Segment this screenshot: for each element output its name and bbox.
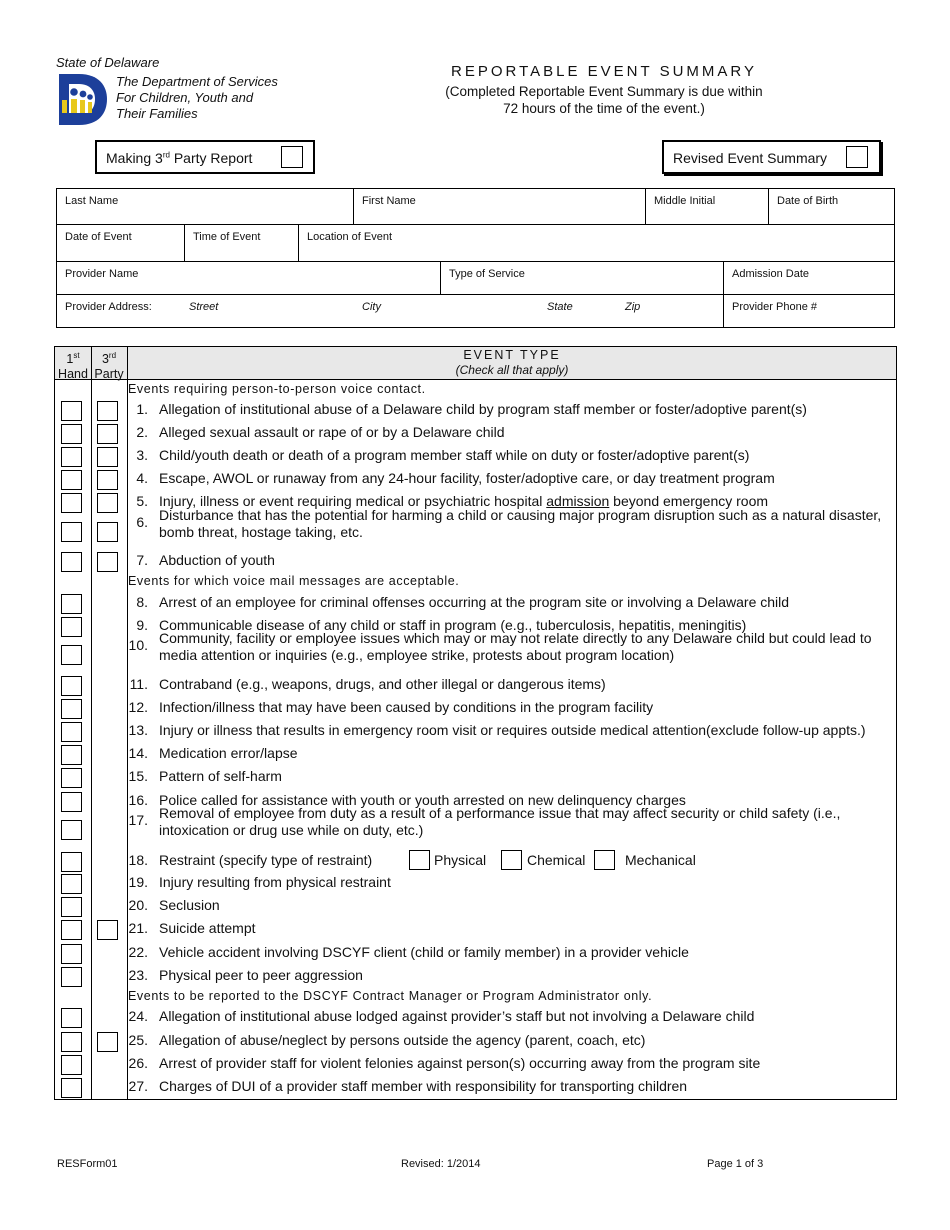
time-of-event-field[interactable]: [184, 224, 298, 261]
event-number-9: 9.: [136, 617, 148, 633]
event-text-11: Contraband (e.g., weapons, drugs, and other illegal or dangerous items): [159, 676, 606, 692]
event-type-header: [128, 348, 896, 378]
event-number-4: 4.: [136, 470, 148, 486]
section-contract-manager: Events to be reported to the DSCYF Contract Manager or Program Administrator only.: [128, 989, 653, 1003]
third-party-report-checkbox[interactable]: [281, 146, 303, 168]
first-hand-checkbox-23[interactable]: [61, 967, 82, 987]
event-number-7: 7.: [136, 552, 148, 568]
last-name-field[interactable]: [56, 188, 353, 224]
third-party-num: 3: [101, 352, 109, 367]
first-hand-checkbox-17[interactable]: [61, 820, 82, 840]
date-of-event-field[interactable]: [56, 224, 184, 261]
first-hand-checkbox-22[interactable]: [61, 944, 82, 964]
middle-initial-field[interactable]: [645, 188, 768, 224]
page-number: Page 1 of 3: [707, 1158, 764, 1170]
event-text-24: Allegation of institutional abuse lodged against provider’s staff but not involving a Delaware child: [159, 1008, 755, 1024]
event-text-12: Infection/illness that may have been caused by conditions in the program facility: [159, 699, 654, 715]
event-number-15: 15.: [128, 768, 148, 784]
event-text-17-line2: intoxication or drug use while on duty, etc.): [159, 822, 424, 838]
event-text-underlined: admission: [546, 493, 610, 509]
event-text-19: Injury resulting from physical restraint: [159, 874, 391, 890]
third-party-checkbox-4[interactable]: [97, 470, 118, 490]
provider-phone-label: Provider Phone #: [732, 301, 817, 313]
first-name-field[interactable]: [353, 188, 645, 224]
first-hand-checkbox-10[interactable]: [61, 645, 82, 665]
restraint-chemical-label: Chemical: [527, 852, 586, 868]
first-hand-checkbox-3[interactable]: [61, 447, 82, 467]
provider-name-label: Provider Name: [65, 268, 139, 280]
event-number-17: 17.: [128, 812, 148, 828]
state-label-address: State: [547, 301, 573, 313]
event-number-2: 2.: [136, 424, 148, 440]
event-type-title: EVENT TYPE: [463, 348, 561, 362]
event-text-1: Allegation of institutional abuse of a Delaware child by program staff member or foster/adoptive parent(s): [159, 401, 807, 417]
first-hand-checkbox-12[interactable]: [61, 699, 82, 719]
event-text-25: Allegation of abuse/neglect by persons outside the agency (parent, coach, etc): [159, 1032, 646, 1048]
restraint-mechanical-checkbox[interactable]: [594, 850, 615, 870]
middle-initial-label: Middle Initial: [654, 195, 716, 207]
dob-label: Date of Birth: [777, 195, 839, 207]
third-party-report-label: [106, 150, 252, 166]
event-number-3: 3.: [136, 447, 148, 463]
event-text-6-line1: Disturbance that has the potential for harming a child or causing major program disruption such as a natural disaster,: [159, 507, 882, 523]
event-number-22: 22.: [128, 944, 148, 960]
restraint-chemical-checkbox[interactable]: [501, 850, 522, 870]
client-info-grid: [56, 188, 895, 328]
org-name: [116, 74, 278, 122]
event-text-part-a: Injury, illness or event requiring medical or psychiatric hospital: [159, 493, 547, 509]
event-text-9: Communicable disease of any child or staff in program (e.g., tuberculosis, hepatitis, meningitis): [159, 617, 747, 633]
type-of-service-field[interactable]: [440, 261, 723, 294]
third-party-col-sup: rd: [108, 351, 117, 360]
event-number-19: 19.: [128, 874, 148, 890]
location-of-event-label: Location of Event: [307, 231, 393, 243]
event-text-13: Injury or illness that results in emergency room visit or requires outside medical attention(exclude follow-up appts.): [159, 722, 866, 738]
first-hand-checkbox-13[interactable]: [61, 722, 82, 742]
restraint-physical-checkbox[interactable]: [409, 850, 430, 870]
event-text-21: Suicide attempt: [159, 920, 256, 936]
date-of-event-label: Date of Event: [65, 231, 132, 243]
first-name-label: First Name: [362, 195, 416, 207]
first-hand-checkbox-11[interactable]: [61, 676, 82, 696]
subtitle-line-2: 72 hours of the time of the event.): [503, 101, 705, 116]
event-text-8: Arrest of an employee for criminal offenses occurring at the program site or involving a Delaware child: [159, 594, 790, 610]
admission-date-field[interactable]: [723, 261, 895, 294]
revised-summary-checkbox[interactable]: [846, 146, 868, 168]
event-number-24: 24.: [128, 1008, 148, 1024]
section-voice-contact: Events requiring person-to-person voice contact.: [128, 382, 426, 396]
time-of-event-label: Time of Event: [193, 231, 261, 243]
event-number-13: 13.: [128, 722, 148, 738]
third-party-text-a: Making 3: [106, 150, 163, 166]
event-text-14: Medication error/lapse: [159, 745, 298, 761]
city-label: City: [362, 301, 381, 313]
admission-date-label: Admission Date: [732, 268, 810, 280]
third-party-checkbox-7[interactable]: [97, 552, 118, 572]
event-number-11: 11.: [129, 676, 148, 692]
type-of-service-label: Type of Service: [449, 268, 525, 280]
page-title: REPORTABLE EVENT SUMMARY: [451, 63, 757, 80]
state-label: State of Delaware: [56, 55, 160, 70]
event-text-part-b: beyond emergency room: [609, 493, 769, 509]
first-hand-checkbox-7[interactable]: [61, 552, 82, 572]
revised-date: Revised: 1/2014: [401, 1158, 481, 1170]
location-of-event-field[interactable]: [298, 224, 895, 261]
first-hand-checkbox-24[interactable]: [61, 1008, 82, 1028]
third-party-checkbox-21[interactable]: [97, 920, 118, 940]
first-hand-checkbox-9[interactable]: [61, 617, 82, 637]
event-text-26: Arrest of provider staff for violent felonies against person(s) occurring away from the program site: [159, 1055, 761, 1071]
street-label: Street: [189, 301, 219, 313]
last-name-label: Last Name: [65, 195, 119, 207]
first-hand-checkbox-1[interactable]: [61, 401, 82, 421]
event-text-7: Abduction of youth: [159, 552, 275, 568]
subtitle-line-1: (Completed Reportable Event Summary is due within: [445, 84, 763, 99]
event-number-16: 16.: [128, 792, 148, 808]
event-text-23: Physical peer to peer aggression: [159, 967, 363, 983]
event-text-6-line2: bomb threat, hostage taking, etc.: [159, 524, 363, 540]
event-number-27: 27.: [128, 1078, 148, 1094]
first-hand-num: 1: [66, 352, 74, 367]
third-party-text-b: Party Report: [169, 150, 253, 166]
event-text-22: Vehicle accident involving DSCYF client (child or family member) in a provider vehicle: [159, 944, 689, 960]
first-hand-checkbox-16[interactable]: [61, 792, 82, 812]
provider-phone-field[interactable]: [723, 294, 895, 328]
event-text-16: Police called for assistance with youth or youth arrested on new delinquency charges: [159, 792, 686, 808]
restraint-mechanical-label: Mechanical: [625, 852, 696, 868]
page-subtitle: [420, 83, 788, 117]
restraint-physical-label: Physical: [434, 852, 487, 868]
event-number-12: 12.: [128, 699, 148, 715]
first-hand-checkbox-21[interactable]: [61, 920, 82, 940]
provider-address-label: Provider Address:: [65, 301, 152, 313]
third-party-checkbox-25[interactable]: [97, 1032, 118, 1052]
third-party-checkbox-6[interactable]: [97, 522, 118, 542]
event-text-20: Seclusion: [159, 897, 220, 913]
check-all-note: (Check all that apply): [455, 363, 569, 377]
first-hand-checkbox-15[interactable]: [61, 768, 82, 788]
event-number-10: 10.: [128, 637, 148, 653]
org-line-2: For Children, Youth and: [116, 90, 254, 105]
third-party-report-box: [95, 140, 315, 174]
first-hand-checkbox-25[interactable]: [61, 1032, 82, 1052]
event-text-2: Alleged sexual assault or rape of or by a Delaware child: [159, 424, 505, 440]
third-party-checkbox-1[interactable]: [97, 401, 118, 421]
event-text-3: Child/youth death or death of a program member staff while on duty or foster/adoptive parent(s): [159, 447, 750, 463]
third-party-col-label: Party: [94, 367, 124, 382]
third-party-header: [91, 348, 127, 382]
first-hand-checkbox-14[interactable]: [61, 745, 82, 765]
first-hand-checkbox-8[interactable]: [61, 594, 82, 614]
event-number-14: 14.: [128, 745, 148, 761]
first-hand-checkbox-19[interactable]: [61, 874, 82, 894]
event-text-27: Charges of DUI of a provider staff member with responsibility for transporting children: [159, 1078, 688, 1094]
event-number-26: 26.: [128, 1055, 148, 1071]
event-number-1: 1.: [136, 401, 148, 417]
first-hand-checkbox-26[interactable]: [61, 1055, 82, 1075]
provider-address-field[interactable]: [56, 294, 723, 328]
dscyf-logo: [57, 72, 109, 127]
revised-summary-label: Revised Event Summary: [673, 150, 828, 166]
dob-field[interactable]: [768, 188, 895, 224]
first-hand-checkbox-5[interactable]: [61, 493, 82, 513]
org-line-1: The Department of Services: [116, 74, 278, 89]
first-hand-checkbox-27[interactable]: [61, 1078, 82, 1098]
event-text-18: Restraint (specify type of restraint): [159, 852, 373, 868]
zip-label: Zip: [625, 301, 641, 313]
third-party-sup: rd: [162, 150, 170, 160]
first-hand-sup: st: [73, 351, 80, 360]
event-text-10-line1: Community, facility or employee issues which may or may not relate directly to any Delaware child but could lead to: [159, 630, 872, 646]
event-text-17-line1: Removal of employee from duty as a result of a performance issue that may affect security or child safety (i.e.,: [159, 805, 841, 821]
event-number-6: 6.: [136, 514, 148, 530]
event-text-4: Escape, AWOL or runaway from any 24-hour facility, foster/adoptive care, or day treatment program: [159, 470, 775, 486]
event-number-5: 5.: [136, 493, 148, 509]
first-hand-checkbox-2[interactable]: [61, 424, 82, 444]
first-hand-checkbox-20[interactable]: [61, 897, 82, 917]
first-hand-checkbox-18[interactable]: [61, 852, 82, 872]
provider-name-field[interactable]: [56, 261, 440, 294]
first-hand-header: [55, 348, 91, 382]
section-voice-mail: Events for which voice mail messages are acceptable.: [128, 574, 460, 588]
col-divider-1: [91, 347, 92, 1099]
event-text-15: Pattern of self-harm: [159, 768, 282, 784]
event-number-25: 25.: [128, 1032, 148, 1048]
third-party-checkbox-2[interactable]: [97, 424, 118, 444]
third-party-checkbox-5[interactable]: [97, 493, 118, 513]
org-line-3: Their Families: [116, 106, 198, 121]
event-number-23: 23.: [128, 967, 148, 983]
revised-summary-box: [662, 140, 881, 174]
first-hand-checkbox-6[interactable]: [61, 522, 82, 542]
first-hand-checkbox-4[interactable]: [61, 470, 82, 490]
third-party-checkbox-3[interactable]: [97, 447, 118, 467]
event-number-21: 21.: [128, 920, 148, 936]
event-text-10-line2: media attention or inquiries (e.g., employee strike, protests about program location): [159, 647, 675, 663]
event-number-20: 20.: [128, 897, 148, 913]
event-number-18: 18.: [128, 852, 148, 868]
form-id: RESForm01: [57, 1158, 118, 1170]
first-hand-label: Hand: [58, 367, 88, 382]
event-number-8: 8.: [136, 594, 148, 610]
